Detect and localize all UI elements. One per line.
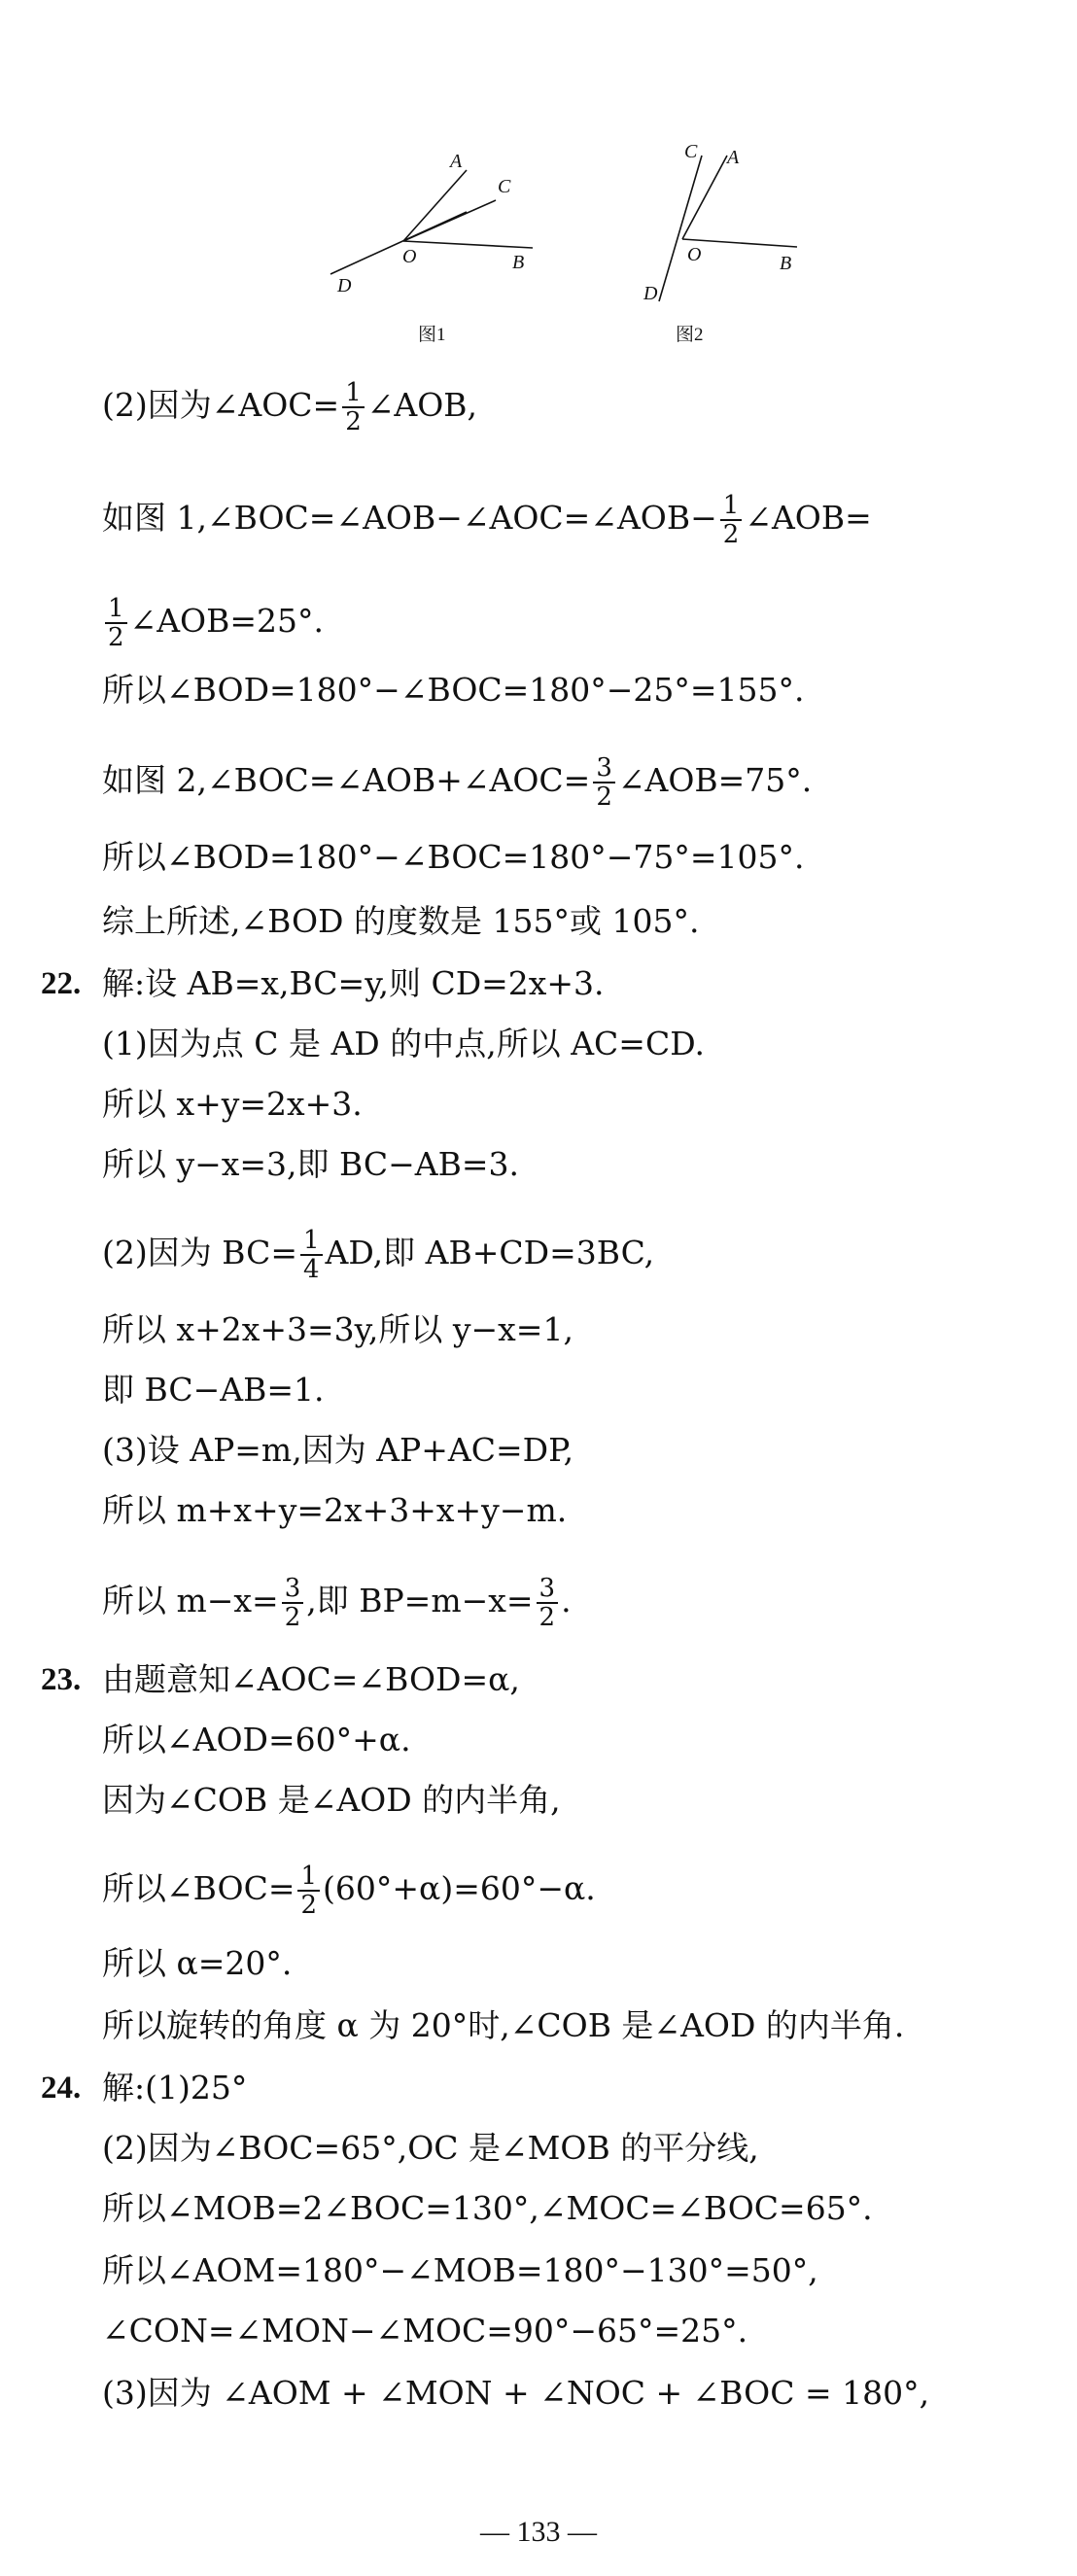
solution-line: (2)因为∠AOC= $\frac{1}{2}$ ∠AOB,	[102, 378, 478, 436]
solution-line: 所以 x+y=2x+3.	[102, 1085, 363, 1123]
fraction: $\frac{3}{2}$	[282, 1575, 304, 1631]
fraction: $\frac{1}{4}$	[300, 1227, 323, 1283]
fraction: $\frac{3}{2}$	[593, 754, 615, 811]
fraction: $\frac{1}{2}$	[297, 1862, 320, 1919]
figure-1-caption: 图1	[418, 325, 446, 345]
solution-line: 所以 m+x+y=2x+3+x+y−m.	[102, 1491, 568, 1529]
solution-line: 所以 x+2x+3=3y,所以 y−x=1,	[102, 1310, 573, 1348]
question-number: 24.	[41, 2071, 82, 2106]
solution-line: $\frac{1}{2}$ ∠AOB=25°.	[102, 595, 324, 651]
label-b: B	[780, 253, 792, 274]
label-a: A	[450, 151, 463, 172]
question-number: 23.	[41, 1662, 82, 1697]
solution-line: (2)因为∠BOC=65°,OC 是∠MOB 的平分线,	[102, 2129, 759, 2167]
figure-2	[622, 117, 855, 350]
solution-line: 所以∠BOD=180°−∠BOC=180°−75°=105°.	[102, 838, 805, 876]
question-number: 22.	[41, 966, 82, 1001]
label-d: D	[643, 283, 658, 304]
solution-line: 所以旋转的角度 α 为 20°时,∠COB 是∠AOD 的内半角.	[102, 2006, 905, 2044]
solution-line: 所以 m−x= $\frac{3}{2}$ ,即 BP=m−x= $\frac{3}{2}$ .	[102, 1574, 572, 1632]
label-c: C	[684, 141, 698, 162]
fraction: $\frac{1}{2}$	[720, 492, 743, 548]
solution-line: (3)因为 ∠AOM + ∠MON + ∠NOC + ∠BOC = 180°,	[102, 2374, 930, 2412]
solution-line: 所以∠AOD=60°+α.	[102, 1721, 411, 1758]
figure-2-caption: 图2	[676, 325, 704, 345]
solution-line: 因为∠COB 是∠AOD 的内半角,	[102, 1781, 561, 1819]
solution-line: (3)设 AP=m,因为 AP+AC=DP,	[102, 1431, 574, 1469]
solution-line: 综上所述,∠BOD 的度数是 155°或 105°.	[102, 902, 700, 940]
label-d: D	[337, 275, 352, 296]
solution-line: (1)因为点 C 是 AD 的中点,所以 AC=CD.	[102, 1025, 705, 1062]
figure-1	[311, 117, 564, 350]
label-a: A	[727, 147, 740, 168]
label-o: O	[687, 244, 702, 265]
label-c: C	[498, 176, 511, 197]
solution-line: 解:设 AB=x,BC=y,则 CD=2x+3.	[102, 964, 605, 1002]
solution-line: 解:(1)25°	[102, 2069, 248, 2106]
solution-line: 所以∠MOB=2∠BOC=130°,∠MOC=∠BOC=65°.	[102, 2189, 873, 2227]
solution-line: 所以∠AOM=180°−∠MOB=180°−130°=50°,	[102, 2251, 818, 2289]
page-number: — 133 —	[480, 2516, 597, 2548]
solution-line: ∠CON=∠MON−∠MOC=90°−65°=25°.	[102, 2312, 748, 2350]
solution-line: 如图 2,∠BOC=∠AOB+∠AOC= $\frac{3}{2}$ ∠AOB=75°.	[102, 753, 813, 812]
fraction: $\frac{3}{2}$	[537, 1575, 559, 1631]
solution-line: 所以∠BOD=180°−∠BOC=180°−25°=155°.	[102, 671, 805, 709]
solution-line: 所以 y−x=3,即 BC−AB=3.	[102, 1145, 519, 1183]
solution-line: 即 BC−AB=1.	[102, 1371, 325, 1409]
label-o: O	[402, 246, 417, 267]
solution-line: 所以∠BOC= $\frac{1}{2}$ (60°+α)=60°−α.	[102, 1862, 596, 1920]
solution-line: 所以 α=20°.	[102, 1944, 293, 1982]
fraction: $\frac{1}{2}$	[105, 595, 127, 651]
solution-line: 由题意知∠AOC=∠BOD=α,	[102, 1660, 520, 1698]
label-b: B	[512, 252, 525, 273]
solution-line: 如图 1,∠BOC=∠AOB−∠AOC=∠AOB− $\frac{1}{2}$ ∠AOB=	[102, 491, 872, 549]
fraction: $\frac{1}{2}$	[342, 379, 365, 435]
solution-line: (2)因为 BC= $\frac{1}{4}$ AD,即 AB+CD=3BC,	[102, 1226, 655, 1284]
